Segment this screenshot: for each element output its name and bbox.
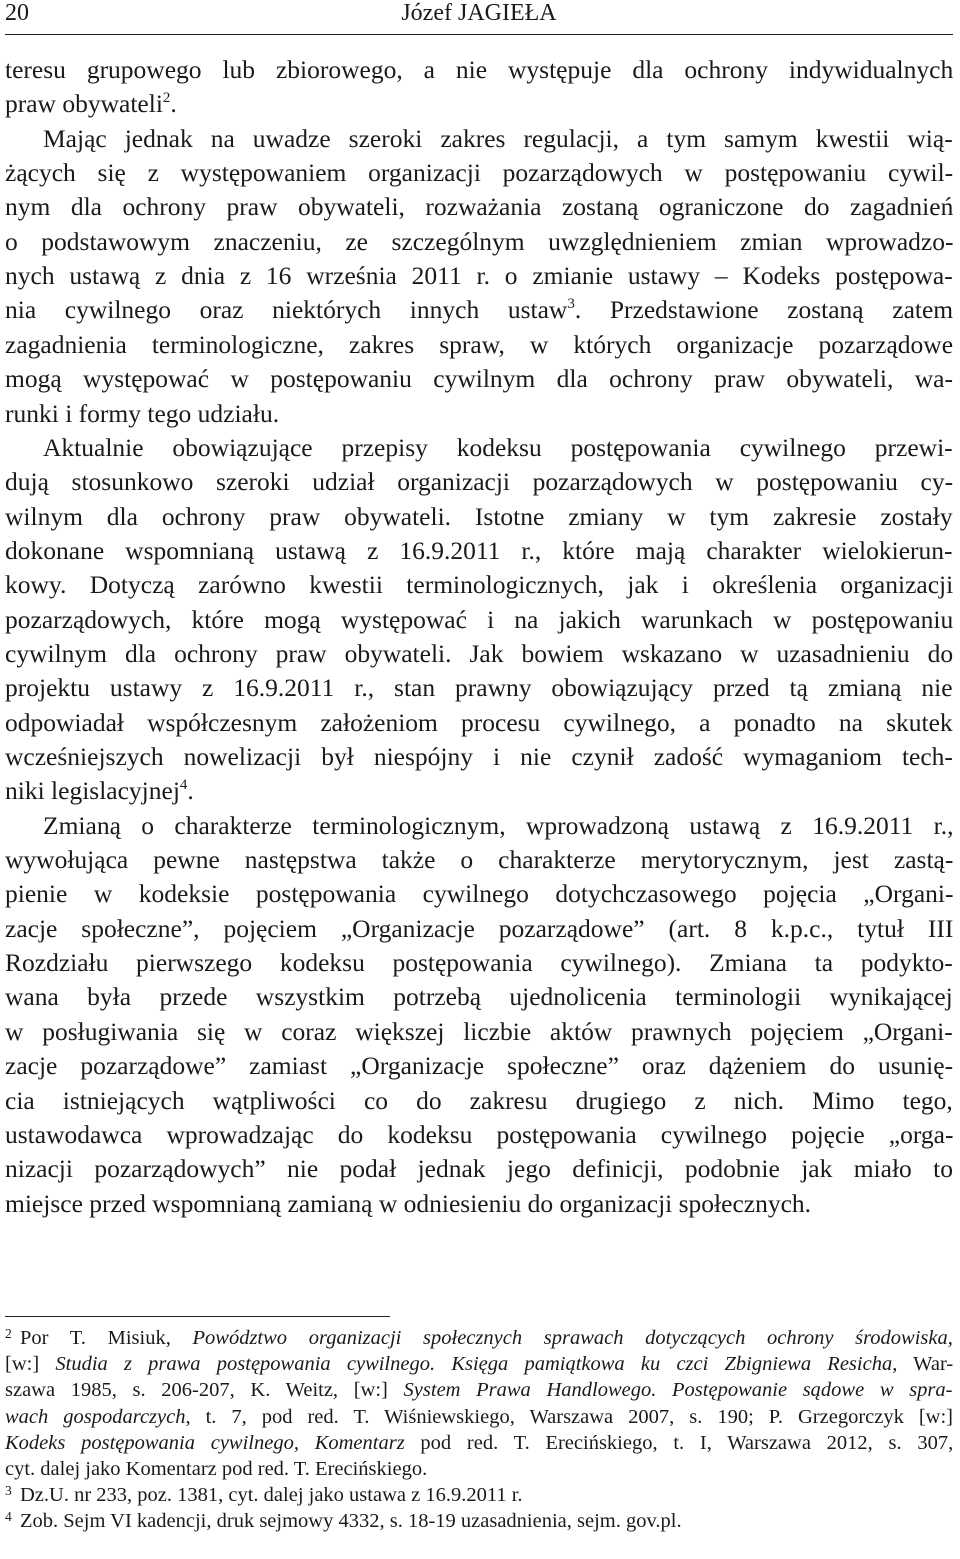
- page-number: 20: [5, 0, 29, 26]
- footnote-title: wach gospodarczych: [5, 1405, 186, 1428]
- footnote-text-part: [w:]: [5, 1353, 56, 1376]
- body-line: [5, 399, 279, 429]
- body-line: [5, 330, 953, 360]
- footnote-line: [5, 1482, 523, 1508]
- body-line-text: cywilnym dla ochrony praw obywateli. Jak bowiem wskazano w uzasadnieniu do: [5, 638, 954, 668]
- footnote-text: [5, 1510, 682, 1532]
- footnote-text: [5, 1432, 953, 1454]
- body-line-text: miejsce przed wspomnianą zamianą w odniesieniu do organizacji społecznych.: [5, 1188, 812, 1218]
- footnote-text: [5, 1458, 427, 1480]
- body-line-text: zagadnienia terminologiczne, zakres spraw, w których organizacje pozarządowe: [5, 329, 954, 359]
- body-line-text: pienie w kodeksie postępowania cywilnego dotychczasowego pojęcia „Organi-: [5, 879, 954, 909]
- body-line: [5, 158, 953, 188]
- footnote-text-part: , t. 7, pod red. T. Wiśniewskiego, Warszawa 2007, s. 190; P. Grzegorczyk [w:]: [185, 1405, 953, 1428]
- body-line-text: nia cywilnego oraz niektórych innych ustaw: [5, 295, 568, 325]
- body-line-text: Zmianą o charakterze terminologicznym, wprowadzoną ustawą z 16.9.2011 r.,: [43, 810, 954, 840]
- footnote-number: 4: [5, 1509, 12, 1525]
- footnote-text-part: ,: [947, 1327, 953, 1349]
- footnote-number: 2: [5, 1326, 12, 1341]
- body-line-text: żących się z występowaniem organizacji pozarządowych w postępowaniu cywil-: [5, 158, 954, 188]
- body-line-text: praw obywateli: [5, 89, 163, 119]
- footnote-text-part: Dz.U. nr 233, poz. 1381, cyt. dalej jako ustawa z 16.9.2011 r.: [20, 1484, 523, 1507]
- body-line: [5, 295, 953, 325]
- body-line: [5, 364, 953, 394]
- body-line: [5, 708, 953, 738]
- body-line-text: pozarządowych, które mogą występować i na jakich warunkach w postępowaniu: [5, 604, 954, 634]
- body-line: [5, 605, 953, 635]
- body-line-text: nych ustawą z dnia z 16 września 2011 r. o zmianie ustawy – Kodeks postępowa-: [5, 261, 953, 291]
- body-line-text: dokonane wspomnianą ustawą z 16.9.2011 r., które mają charakter wielokierun-: [5, 535, 953, 565]
- body-line: [43, 433, 953, 463]
- body-line: [5, 982, 953, 1012]
- footnote-line: [5, 1404, 953, 1430]
- footnote-text: [5, 1406, 953, 1428]
- body-line-text: projektu ustawy z 16.9.2011 r., stan prawny obowiązujący przed tą zmianą nie: [5, 673, 953, 703]
- body-line-text: wywołująca pewne następstwa także o charakterze merytorycznym, jest zastą-: [5, 845, 954, 875]
- footnote-reference: 4: [179, 777, 188, 794]
- body-line: [5, 879, 953, 909]
- footnote-text-part: , War-: [892, 1353, 954, 1376]
- footnote-line: [5, 1456, 427, 1482]
- footnote-title: Kodeks postępowania cywilnego, Komentarz: [5, 1431, 405, 1454]
- body-line-text: mogą występować w postępowaniu cywilnym dla ochrony praw obywateli, wa-: [5, 364, 953, 394]
- body-line: [5, 914, 953, 944]
- body-line: [5, 227, 953, 257]
- footnote-title: System Prawa Handlowego. Postępowanie sądowe w spra-: [403, 1379, 953, 1402]
- body-line: [5, 1189, 811, 1219]
- body-line: [5, 1120, 953, 1150]
- body-line: [5, 1086, 953, 1116]
- body-line: [5, 1017, 953, 1047]
- footnote-text: [5, 1353, 953, 1375]
- footnote-text: [5, 1379, 953, 1401]
- body-line: [5, 55, 953, 85]
- body-line-text: cia istniejących wątpliwości co do zakresu drugiego z nich. Mimo tego,: [5, 1085, 953, 1115]
- body-line-text-cont: .: [170, 89, 177, 119]
- body-line-text: o podstawowym znaczeniu, ze szczególnym uwzględnieniem zmian wprowadzo-: [5, 226, 954, 256]
- body-line-text: zacje pozarządowe” zamiast „Organizacje społeczne” oraz dążeniem do usunię-: [5, 1051, 954, 1081]
- footnote-separator: [5, 1316, 390, 1317]
- body-line: [5, 1051, 953, 1081]
- body-line: [43, 811, 953, 841]
- body-line-text: ustawodawca wprowadzając do kodeksu postępowania cywilnego pojęcie „orga-: [5, 1119, 954, 1149]
- body-line-text: zacje społeczne”, pojęciem „Organizacje pozarządowe” (art. 8 k.p.c., tytuł III: [5, 913, 954, 943]
- body-line-text: wana była przede wszystkim potrzebą ujednolicenia terminologii wynikającej: [5, 982, 953, 1012]
- footnote-line: [5, 1508, 682, 1534]
- body-line: [5, 192, 953, 222]
- footnote-text-part: cyt. dalej jako Komentarz pod red. T. Erecińskiego.: [5, 1458, 428, 1480]
- footnote-reference: 3: [567, 296, 575, 313]
- body-line: [5, 1154, 953, 1184]
- body-line-text: wcześniejszych nowelizacji był niespójny i nie czynił zadość wymaganiom tech-: [5, 742, 953, 771]
- body-line: [5, 467, 953, 497]
- body-line: [5, 502, 953, 532]
- body-line: [5, 776, 194, 806]
- footnote-title: Powództwo organizacji społecznych sprawach dotyczących ochrony środowiska: [192, 1327, 948, 1349]
- body-line-text: dują stosunkowo szeroki udział organizacji pozarządowych w postępowaniu cy-: [5, 467, 954, 497]
- body-line: [5, 673, 953, 703]
- body-line: [5, 261, 953, 291]
- body-line: [5, 845, 953, 875]
- body-line-text: runki i formy tego udziału.: [5, 398, 280, 428]
- body-line-text: odpowiadał współczesnym założeniom procesu cywilnego, a ponadto na skutek: [5, 707, 953, 737]
- body-line-text: niki legislacyjnej: [5, 776, 180, 806]
- body-line-text: Rozdziału pierwszego kodeksu postępowania cywilnego). Zmiana ta podykto-: [5, 948, 953, 978]
- footnote-text: [5, 1484, 523, 1506]
- running-header-author: Józef JAGIEŁA: [401, 0, 557, 26]
- body-line: [5, 536, 953, 566]
- body-line-text: kowy. Dotyczą zarówno kwestii terminologicznych, jak i określenia organizacji: [5, 570, 954, 600]
- body-line-text: Aktualnie obowiązujące przepisy kodeksu postępowania cywilnego przewi-: [43, 432, 953, 462]
- footnote-line: [5, 1325, 953, 1351]
- footnote-number: 3: [5, 1483, 12, 1499]
- footnote-text-part: szawa 1985, s. 206-207, K. Weitz, [w:]: [5, 1379, 404, 1402]
- footnote-text-part: Zob. Sejm VI kadencji, druk sejmowy 4332, s. 18-19 uzasadnienia, sejm. gov.pl.: [20, 1510, 682, 1533]
- body-line: [5, 948, 953, 978]
- body-line-text: nym dla ochrony praw obywateli, rozważania zostaną ograniczone do zagadnień: [5, 192, 954, 222]
- footnote-line: [5, 1377, 953, 1403]
- body-line-text: nizacji pozarządowych” nie podał jednak jego definicji, podobnie jak miało to: [5, 1154, 954, 1184]
- footnote-title: Studia z prawa postępowania cywilnego. Księga pamiątkowa ku czci Zbigniewa Resicha: [55, 1353, 893, 1376]
- footnote-text: [5, 1327, 953, 1349]
- body-line-text: teresu grupowego lub zbiorowego, a nie występuje dla ochrony indywidualnych: [5, 55, 954, 84]
- running-header: [5, 0, 953, 30]
- body-line-text: w posługiwania się w coraz większej liczbie aktów prawnych pojęciem „Organi-: [5, 1016, 953, 1046]
- body-line-text: wilnym dla ochrony praw obywateli. Istotne zmiany w tym zakresie zostały: [5, 501, 953, 531]
- footnote-line: [5, 1430, 953, 1456]
- footnote-line: [5, 1351, 953, 1377]
- body-line: [5, 89, 177, 119]
- footnote-text-part: pod red. T. Erecińskiego, t. I, Warszawa 2012, s. 307,: [404, 1431, 954, 1454]
- body-line: [43, 124, 953, 154]
- body-line-text-cont: .: [187, 776, 194, 806]
- body-line-text-cont: . Przedstawione zostaną zatem: [574, 295, 954, 325]
- body-line: [5, 570, 953, 600]
- body-line-text: Mając jednak na uwadze szeroki zakres regulacji, a tym samym kwestii wią-: [43, 123, 953, 153]
- header-rule: [5, 34, 953, 35]
- footnote-reference: 2: [162, 90, 171, 107]
- footnote-text-part: Por T. Misiuk,: [20, 1327, 193, 1349]
- body-line: [5, 742, 953, 772]
- body-line: [5, 639, 953, 669]
